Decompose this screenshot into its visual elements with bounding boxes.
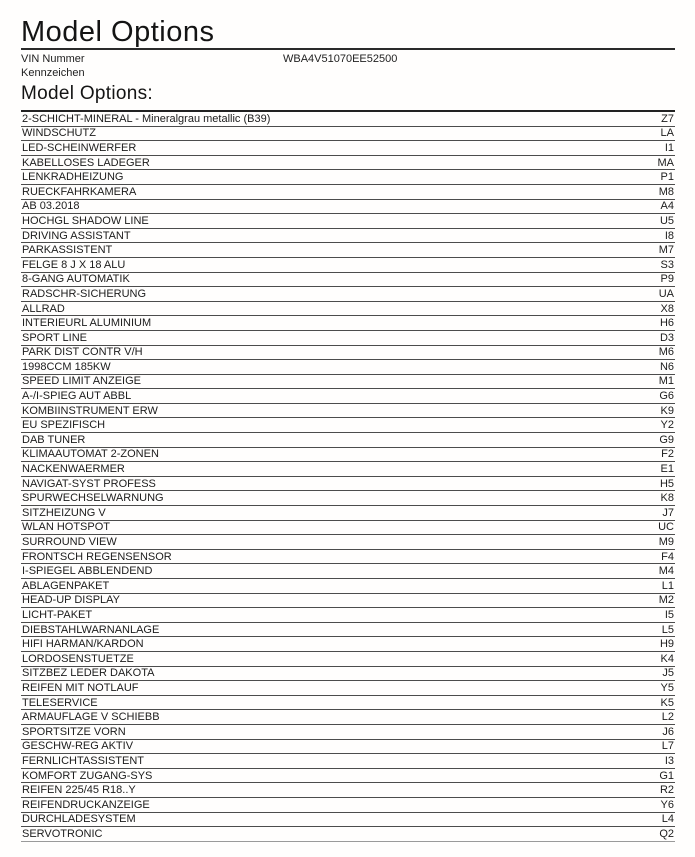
option-code: R2 [659,784,674,797]
option-code: H5 [659,477,674,490]
option-name: 1998CCM 185KW [22,360,111,373]
table-row [21,389,675,404]
option-name: LENKRADHEIZUNG [22,171,124,184]
table-row [21,448,675,463]
table-row [21,185,675,200]
table-row [21,243,675,258]
option-name: DAB TUNER [22,433,86,446]
table-row [21,652,675,667]
option-code: N6 [659,360,674,373]
option-name: FERNLICHTASSISTENT [22,754,145,767]
option-code: M4 [658,565,674,578]
option-name: ARMAUFLAGE V SCHIEBB [22,711,160,724]
option-code: K4 [660,652,674,665]
table-row [21,462,675,477]
option-name: PARK DIST CONTR V/H [22,346,143,359]
option-code: MA [657,156,674,169]
option-code: Y2 [660,419,674,432]
vehicle-info-block [21,53,675,81]
option-name: FRONTSCH REGENSENSOR [22,550,172,563]
option-code: J7 [662,506,674,519]
option-code: I8 [664,229,674,242]
option-code: G9 [659,433,674,446]
option-code: L5 [661,623,674,636]
option-name: SPURWECHSELWARNUNG [22,492,164,505]
option-name: REIFEN 225/45 R18..Y [22,784,136,797]
option-name: A-/I-SPIEG AUT ABBL [22,390,132,403]
table-row [21,521,675,536]
option-code: M7 [658,244,674,257]
option-code: J5 [662,667,674,680]
option-code: X8 [660,302,674,315]
option-code: F2 [661,448,674,461]
table-row [21,141,675,156]
option-code: Z7 [661,112,674,125]
table-row [21,798,675,813]
option-name: DURCHLADESYSTEM [22,813,136,826]
kennzeichen-row [21,67,675,81]
option-code: L2 [661,711,674,724]
option-code: M1 [658,375,674,388]
option-code: G1 [659,769,674,782]
option-name: KABELLOSES LADEGER [22,156,150,169]
table-row [21,740,675,755]
option-code: Q2 [659,827,674,840]
table-row [21,433,675,448]
option-code: M8 [658,185,674,198]
option-name: LED-SCHEINWERFER [22,141,137,154]
option-code: I1 [664,141,674,154]
table-row [21,214,675,229]
table-row [21,477,675,492]
section-title: Model Options: [21,83,153,104]
table-row [21,404,675,419]
option-name: 2-SCHICHT-MINERAL - Mineralgrau metallic (B39) [22,112,271,125]
option-code: A4 [660,200,674,213]
option-name: DIEBSTAHLWARNANLAGE [22,623,160,636]
option-name: EU SPEZIFISCH [22,419,106,432]
table-row [21,491,675,506]
option-name: WINDSCHUTZ [22,127,96,140]
option-name: PARKASSISTENT [22,244,113,257]
option-code: Y6 [660,798,674,811]
table-row [21,623,675,638]
option-name: HEAD-UP DISPLAY [22,594,121,607]
table-row [21,258,675,273]
title-divider [21,48,675,50]
option-code: D3 [659,331,674,344]
vin-value: WBA4V51070EE52500 [283,53,398,65]
option-code: UC [658,521,674,534]
option-code: H6 [659,317,674,330]
option-code: U5 [659,214,674,227]
option-name: RUECKFAHRKAMERA [22,185,137,198]
table-row [21,346,675,361]
table-row [21,170,675,185]
table-row [21,710,675,725]
option-code: M6 [658,346,674,359]
page-title: Model Options [21,16,215,48]
table-row [21,127,675,142]
table-row [21,229,675,244]
table-row [21,316,675,331]
option-code: E1 [660,463,674,476]
option-name: SURROUND VIEW [22,536,117,549]
option-name: LORDOSENSTUETZE [22,652,134,665]
vin-label: VIN Nummer [21,53,85,65]
kennzeichen-label: Kennzeichen [21,67,85,79]
option-name: FELGE 8 J X 18 ALU [22,258,126,271]
option-name: NAVIGAT-SYST PROFESS [22,477,156,490]
options-table [21,110,675,842]
table-row [21,579,675,594]
option-name: HOCHGL SHADOW LINE [22,214,149,227]
table-row [21,112,675,127]
table-row [21,535,675,550]
option-code: P9 [660,273,674,286]
table-row [21,418,675,433]
option-code: UA [658,287,674,300]
option-name: SPEED LIMIT ANZEIGE [22,375,141,388]
option-name: I-SPIEGEL ABBLENDEND [22,565,153,578]
option-name: WLAN HOTSPOT [22,521,111,534]
option-name: RADSCHR-SICHERUNG [22,287,147,300]
table-row [21,273,675,288]
option-name: GESCHW-REG AKTIV [22,740,134,753]
option-code: K5 [660,696,674,709]
table-row [21,769,675,784]
option-name: HIFI HARMAN/KARDON [22,638,144,651]
table-row [21,564,675,579]
table-row [21,331,675,346]
option-name: SITZBEZ LEDER DAKOTA [22,667,155,680]
table-row [21,827,675,842]
option-code: L7 [661,740,674,753]
table-row [21,550,675,565]
option-code: Y5 [660,681,674,694]
table-row [21,506,675,521]
option-name: KOMBIINSTRUMENT ERW [22,404,158,417]
option-name: KLIMAAUTOMAT 2-ZONEN [22,448,159,461]
option-code: L4 [661,813,674,826]
option-code: I3 [664,754,674,767]
option-code: I5 [664,608,674,621]
option-name: REIFEN MIT NOTLAUF [22,681,139,694]
table-row [21,813,675,828]
option-code: K9 [660,404,674,417]
table-row [21,681,675,696]
option-code: P1 [660,171,674,184]
option-name: SPORTSITZE VORN [22,725,126,738]
vin-row [21,53,675,67]
option-code: LA [660,127,674,140]
table-row [21,608,675,623]
option-name: 8-GANG AUTOMATIK [22,273,130,286]
table-row [21,360,675,375]
table-row [21,667,675,682]
table-row [21,637,675,652]
table-row [21,725,675,740]
option-code: M2 [658,594,674,607]
table-row [21,287,675,302]
option-name: SITZHEIZUNG V [22,506,106,519]
option-name: INTERIEURL ALUMINIUM [22,317,152,330]
option-name: DRIVING ASSISTANT [22,229,131,242]
option-name: SERVOTRONIC [22,827,103,840]
option-name: SPORT LINE [22,331,88,344]
table-row [21,200,675,215]
table-row [21,375,675,390]
option-code: M9 [658,536,674,549]
option-name: AB 03.2018 [22,200,80,213]
option-code: S3 [660,258,674,271]
table-row [21,302,675,317]
option-name: ABLAGENPAKET [22,579,110,592]
option-name: NACKENWAERMER [22,463,125,476]
option-name: REIFENDRUCKANZEIGE [22,798,150,811]
option-name: ALLRAD [22,302,65,315]
option-code: H9 [659,638,674,651]
option-code: L1 [661,579,674,592]
option-code: G6 [659,390,674,403]
table-row [21,156,675,171]
option-name: TELESERVICE [22,696,98,709]
option-name: KOMFORT ZUGANG-SYS [22,769,153,782]
option-code: K8 [660,492,674,505]
option-name: LICHT-PAKET [22,608,93,621]
option-code: F4 [661,550,674,563]
option-code: J6 [662,725,674,738]
table-row [21,696,675,711]
table-row [21,783,675,798]
table-row [21,754,675,769]
table-row [21,594,675,609]
